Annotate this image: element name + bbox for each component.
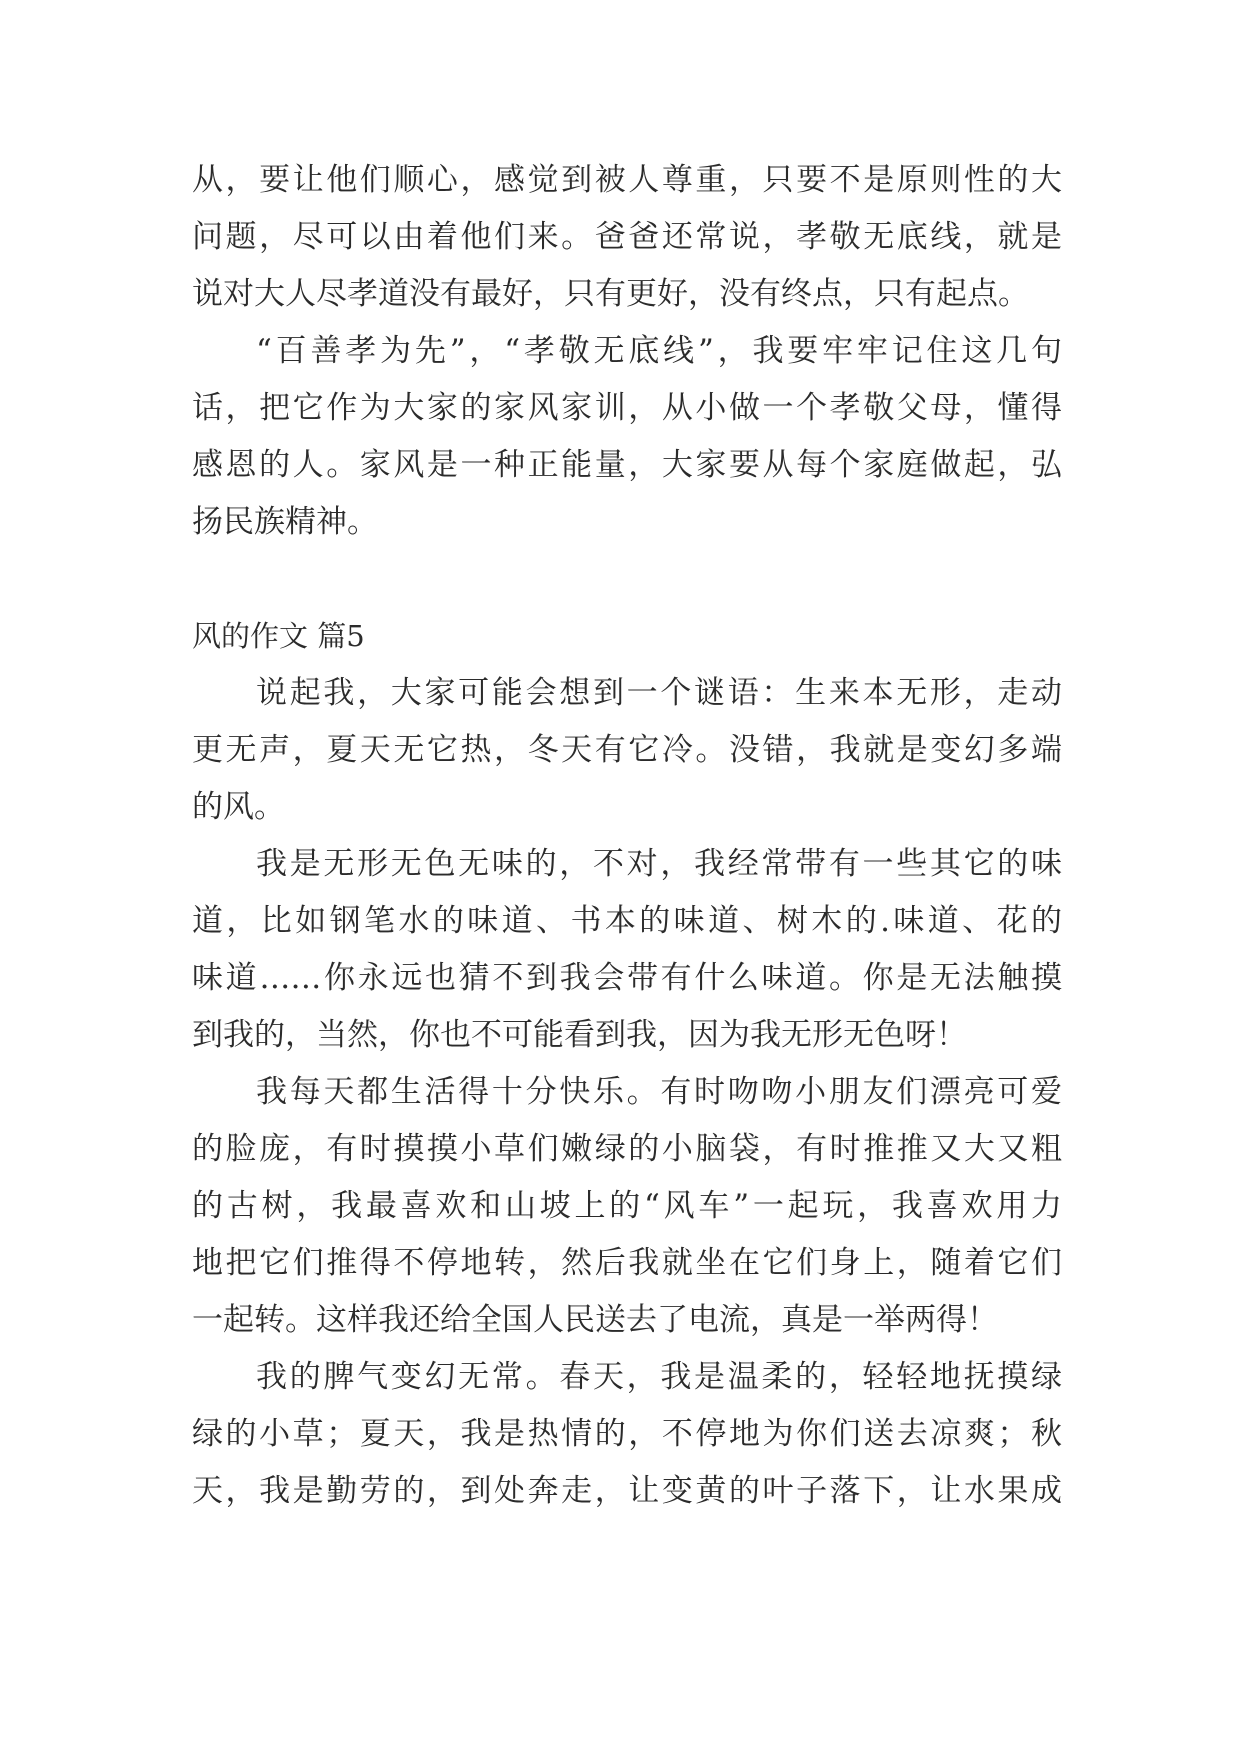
text-line: 味道……你永远也猜不到我会带有什么味道。你是无法触摸 [192, 960, 1062, 996]
paragraph [192, 665, 1062, 836]
text-line: 的风。 [192, 789, 285, 825]
section-heading: 风的作文 篇5 [192, 619, 365, 653]
text-line: 更无声，夏天无它热，冬天有它冷。没错，我就是变幻多端 [192, 732, 1062, 768]
paragraph [192, 836, 1062, 1064]
text-line: 的古树，我最喜欢和山坡上的“风车”一起玩，我喜欢用力 [192, 1188, 1062, 1224]
text-line: 一起转。这样我还给全国人民送去了电流，真是一举两得！ [192, 1302, 998, 1338]
text-line: “百善孝为先”，“孝敬无底线”，我要牢牢记住这几句 [256, 333, 1062, 369]
paragraph [192, 152, 1062, 323]
text-line: 话，把它作为大家的家风家训，从小做一个孝敬父母，懂得 [192, 390, 1062, 426]
text-line: 我是无形无色无味的，不对，我经常带有一些其它的味 [256, 846, 1062, 882]
text-line: 说起我，大家可能会想到一个谜语：生来本无形，走动 [256, 675, 1062, 711]
paragraph [192, 1349, 1062, 1520]
text-line: 地把它们推得不停地转，然后我就坐在它们身上，随着它们 [192, 1245, 1062, 1281]
text-line: 道，比如钢笔水的味道、书本的味道、树木的.味道、花的 [192, 903, 1062, 939]
text-line: 说对大人尽孝道没有最好，只有更好，没有终点，只有起点。 [192, 276, 1029, 312]
text-line: 到我的，当然，你也不可能看到我，因为我无形无色呀！ [192, 1017, 967, 1053]
paragraph-spacer [192, 551, 1062, 608]
text-line: 感恩的人。家风是一种正能量，大家要从每个家庭做起，弘 [192, 447, 1062, 483]
document-body [192, 152, 1062, 1520]
text-line: 问题，尽可以由着他们来。爸爸还常说，孝敬无底线，就是 [192, 219, 1062, 255]
text-line: 从，要让他们顺心，感觉到被人尊重，只要不是原则性的大 [192, 162, 1062, 198]
paragraph [192, 1064, 1062, 1349]
text-line: 我每天都生活得十分快乐。有时吻吻小朋友们漂亮可爱 [256, 1074, 1062, 1110]
text-line: 扬民族精神。 [192, 504, 378, 540]
text-line: 绿的小草；夏天，我是热情的，不停地为你们送去凉爽；秋 [192, 1416, 1062, 1452]
text-line: 我的脾气变幻无常。春天，我是温柔的，轻轻地抚摸绿 [256, 1359, 1062, 1395]
text-line: 天，我是勤劳的，到处奔走，让变黄的叶子落下，让水果成 [192, 1473, 1062, 1509]
paragraph [192, 323, 1062, 551]
text-line: 的脸庞，有时摸摸小草们嫩绿的小脑袋，有时推推又大又粗 [192, 1131, 1062, 1167]
